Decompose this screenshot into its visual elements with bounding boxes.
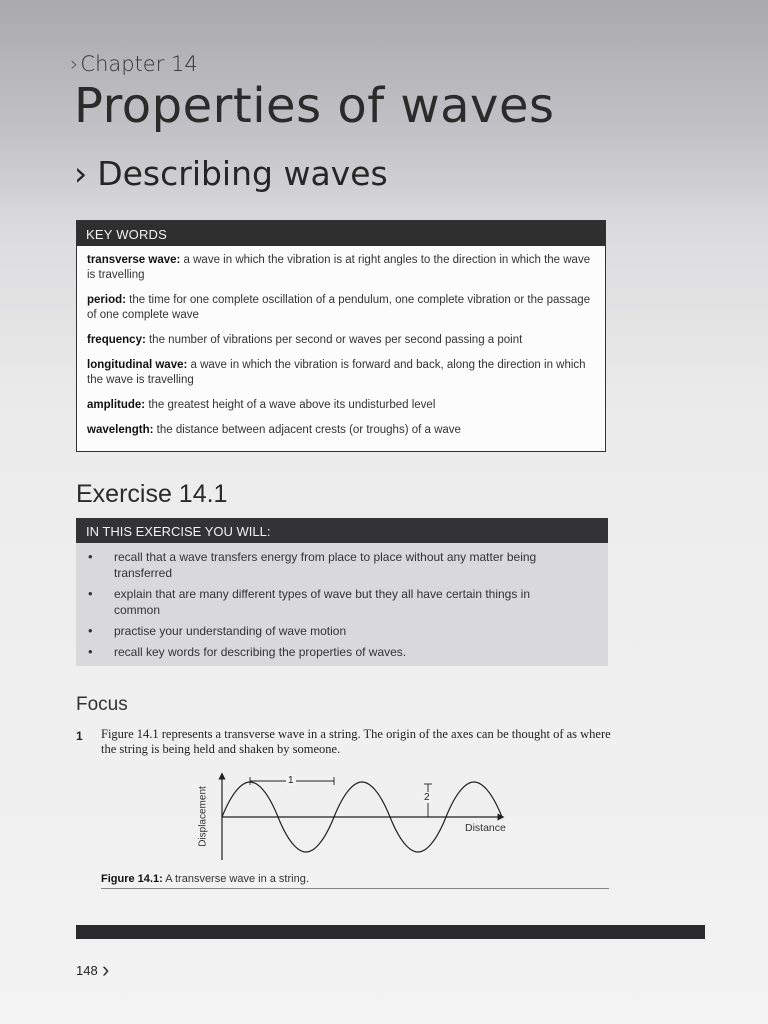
- key-word-item: [87, 293, 595, 323]
- amplitude-label: 2: [424, 792, 430, 803]
- objectives-box: [76, 518, 608, 666]
- x-axis-label: Distance: [465, 822, 506, 834]
- key-word-definition: the time for one complete oscillation of a pendulum, one complete vibration or the passage of one complete wave: [87, 294, 591, 321]
- objective-item: • practise your understanding of wave motion: [76, 623, 608, 639]
- wavelength-label: 1: [288, 775, 294, 786]
- caption-label: Figure 14.1:: [101, 873, 163, 885]
- key-word-item: [87, 423, 595, 438]
- key-word-term: frequency:: [87, 334, 146, 346]
- key-word-term: wavelength:: [87, 424, 154, 436]
- key-word-term: amplitude:: [87, 399, 146, 411]
- objectives-list: [76, 543, 608, 660]
- focus-title: Focus: [76, 694, 128, 715]
- section-title: [74, 154, 388, 193]
- key-word-definition: a wave in which the vibration is at right angles to the direction in which the wave is travelling: [87, 254, 591, 281]
- chapter-title: Properties of waves: [74, 78, 555, 134]
- chapter-label-text: Chapter 14: [80, 52, 198, 76]
- objective-item: • recall key words for describing the properties of waves.: [76, 644, 608, 660]
- wave-diagram: [195, 770, 525, 862]
- exercise-title: Exercise 14.1: [76, 480, 228, 508]
- key-word-item: [87, 253, 595, 283]
- objectives-header: IN THIS EXERCISE YOU WILL:: [76, 518, 608, 543]
- key-word-definition: the greatest height of a wave above its undisturbed level: [145, 399, 436, 411]
- caption-text: A transverse wave in a string.: [162, 873, 309, 885]
- key-words-box: [76, 220, 606, 452]
- key-word-term: longitudinal wave:: [87, 359, 188, 371]
- footer-bar: [76, 925, 705, 939]
- key-word-item: [87, 358, 595, 388]
- question-number: 1: [76, 729, 83, 743]
- key-word-term: period:: [87, 294, 126, 306]
- key-words-header: KEY WORDS: [77, 221, 605, 246]
- chapter-label: [70, 52, 198, 76]
- caption-divider: [101, 888, 609, 889]
- chevron-right-icon: ›: [102, 957, 110, 982]
- key-word-definition: a wave in which the vibration is forward and back, along the direction in which the wave is travelling: [87, 359, 586, 386]
- key-word-definition: the number of vibrations per second or waves per second passing a point: [145, 334, 523, 346]
- section-title-text: Describing waves: [97, 154, 388, 193]
- chevron-right-icon: ›: [70, 52, 79, 76]
- question-text: Figure 14.1 represents a transverse wave in a string. The origin of the axes can be thought of as where the string is being held and shaken by someone.: [101, 727, 611, 756]
- page-number: 148: [76, 963, 98, 978]
- objective-item: • explain that are many different types of wave but they all have certain things in common: [76, 586, 608, 618]
- y-axis-label: Displacement: [197, 786, 209, 847]
- key-word-term: transverse wave:: [87, 254, 181, 266]
- chevron-right-icon: ›: [74, 154, 88, 193]
- figure-caption: [101, 873, 309, 885]
- key-word-definition: the distance between adjacent crests (or troughs) of a wave: [153, 424, 461, 436]
- key-words-list: [77, 246, 605, 438]
- y-axis-label-wrap: [195, 784, 211, 854]
- objective-item: • recall that a wave transfers energy from place to place without any matter being transferred: [76, 549, 608, 581]
- key-word-item: [87, 398, 595, 413]
- key-word-item: [87, 333, 595, 348]
- wave-figure: [195, 770, 525, 867]
